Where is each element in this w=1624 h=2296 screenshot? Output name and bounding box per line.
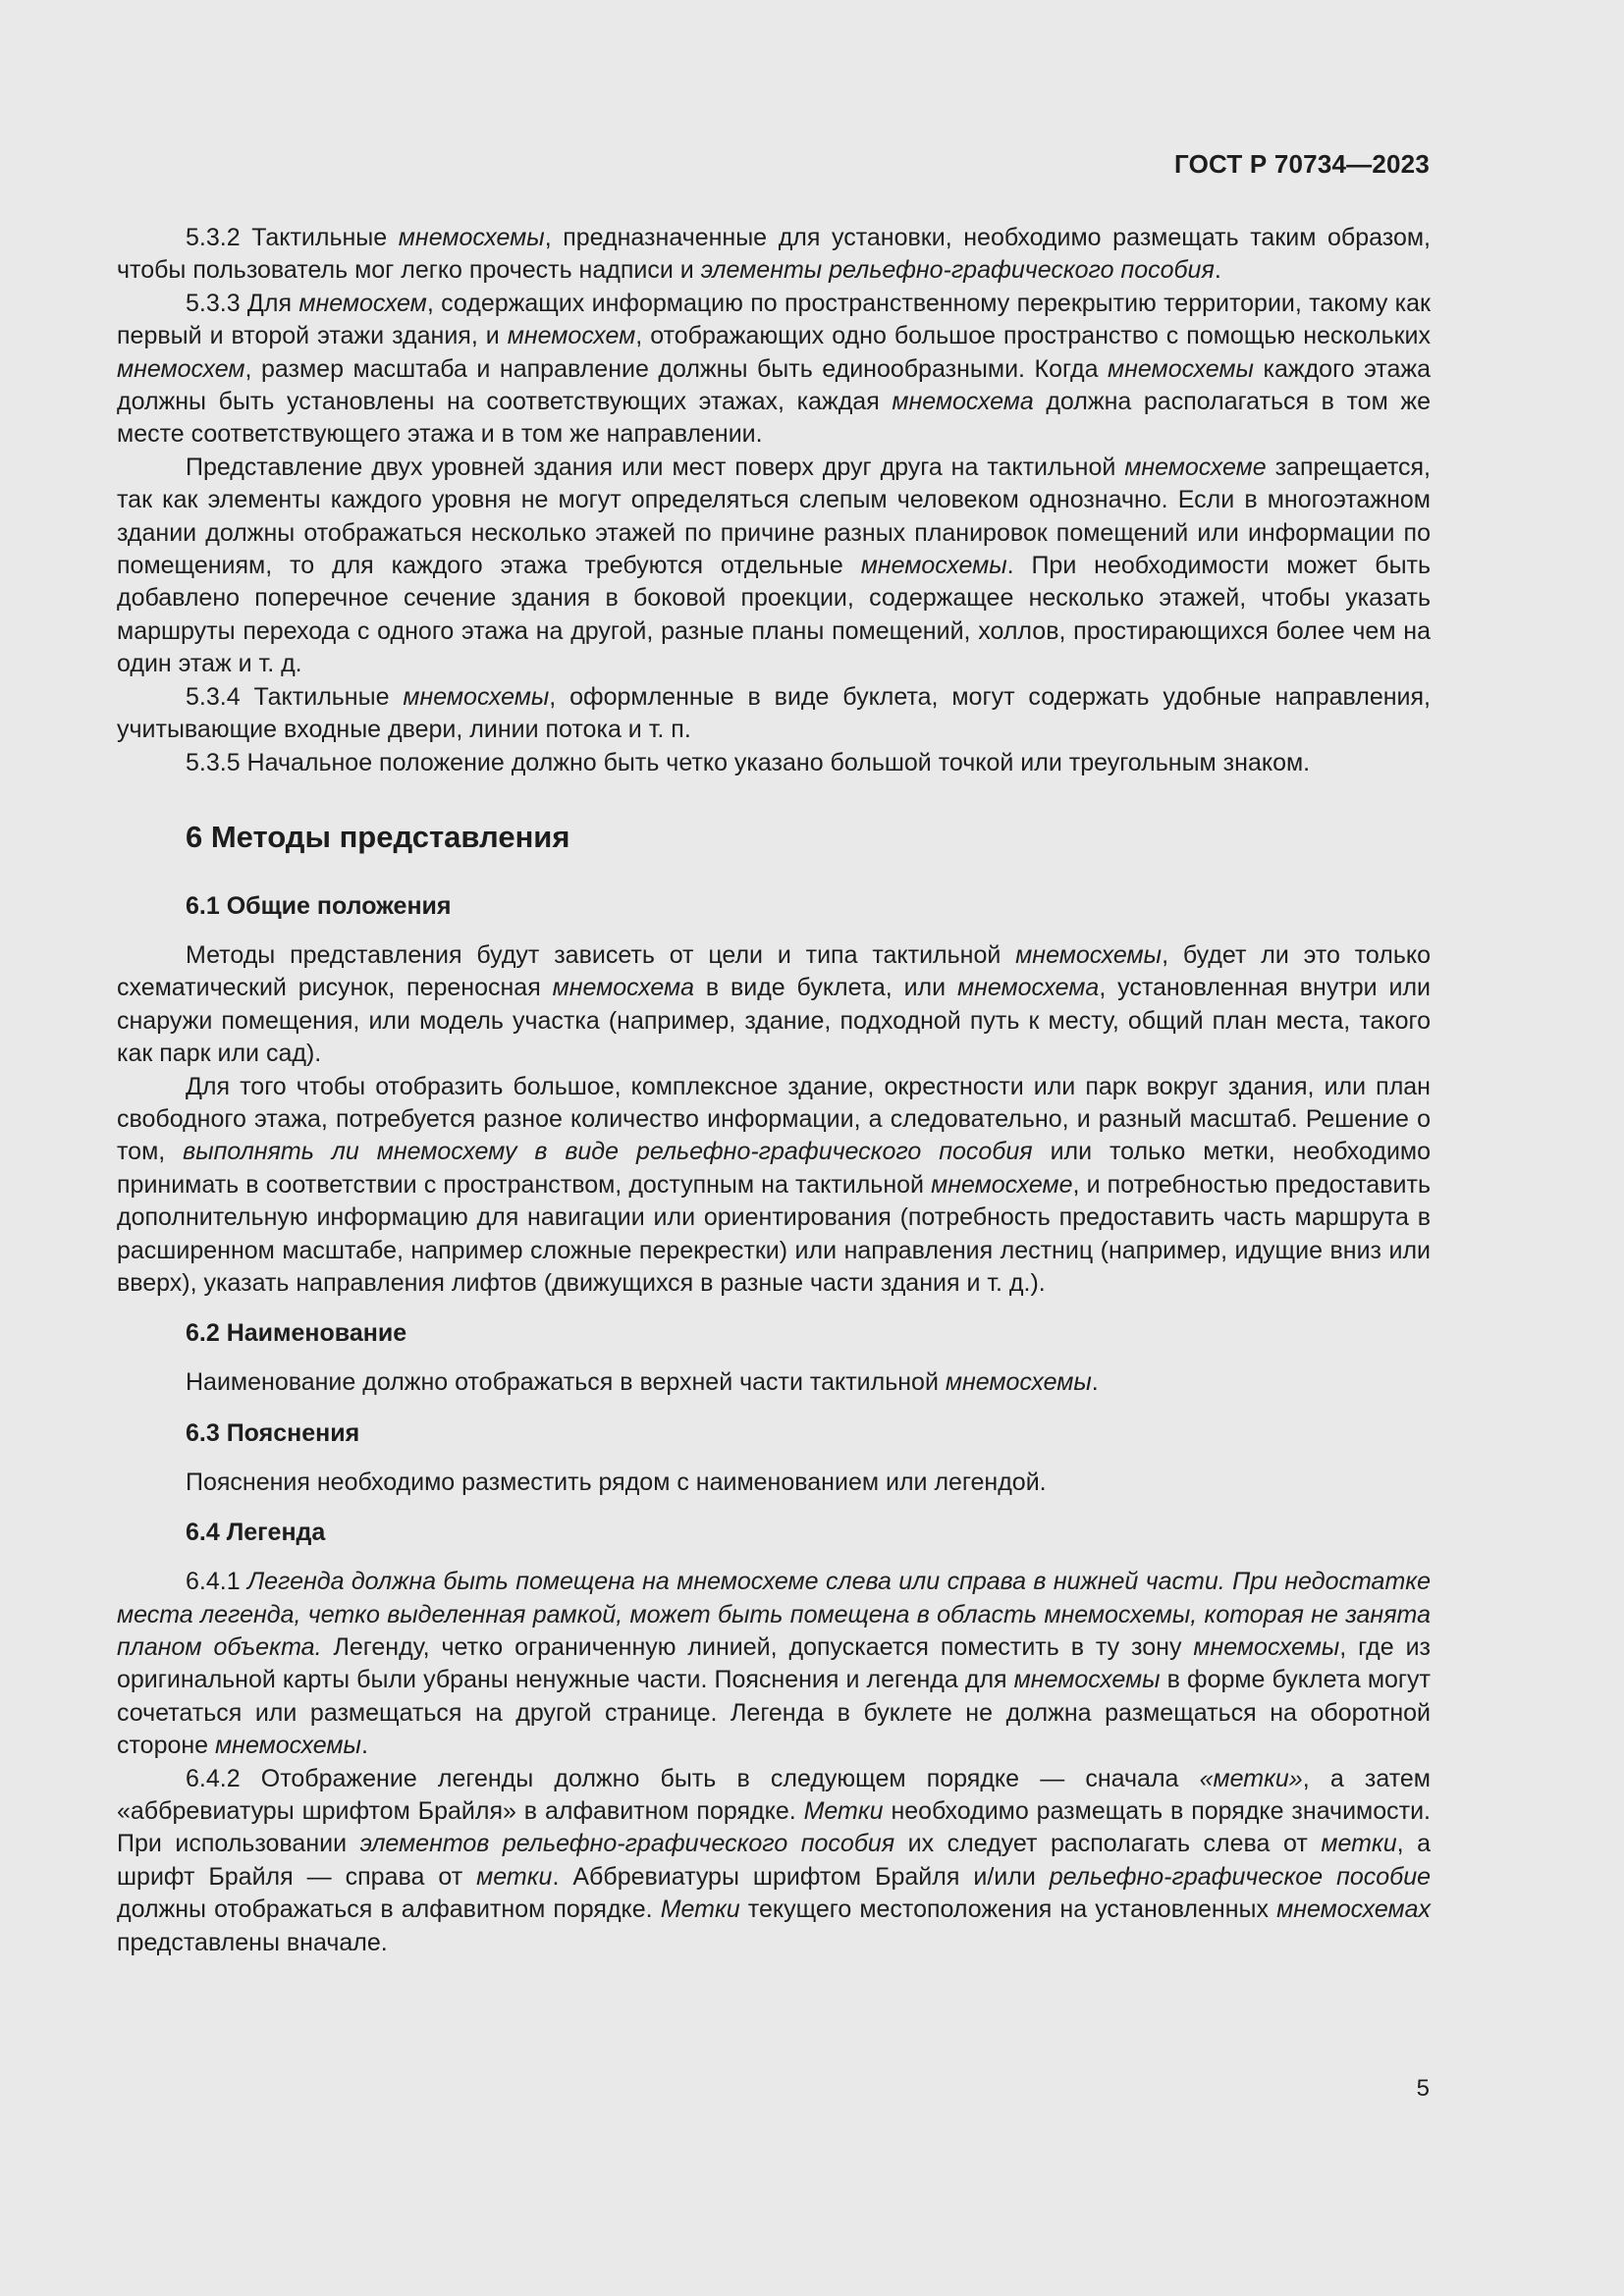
paragraph: 5.3.4 Тактильные мнемосхемы, оформленные в виде буклета, могут содержать удобные направления, учитывающие входные двери, линии потока и т. п. — [117, 682, 1431, 744]
page-number: 5 — [1416, 2075, 1430, 2102]
paragraph: Наименование должно отображаться в верхней части тактильной мнемосхемы. — [186, 1368, 1099, 1397]
subsection-6-2-title: 6.2 Наименование — [186, 1319, 407, 1348]
subsection-6-4-title: 6.4 Легенда — [186, 1519, 326, 1547]
subsection-6-1-title: 6.1 Общие положения — [186, 891, 452, 920]
paragraph: 6.4.2 Отображение легенды должно быть в следующем порядке — сначала «метки», а затем «аббревиатуры шрифтом Брайля» в алфавитном порядке. Метки необходимо размещать в порядке значимости. При использовании элементов рельефно-графического пособия их следует располагать слева от метки, а шрифт Брайля — справа от метки. Аббревиатуры шрифтом Брайля и/или рельефно-графическое пособие должны отображаться в алфавитном порядке. Метки текущего местоположения на установленных мнемосхемах представлены вначале. — [117, 1764, 1432, 1956]
section-6-title: 6 Методы представления — [186, 819, 570, 854]
paragraph: 5.3.5 Начальное положение должно быть четко указано большой точкой или треугольным знаком. — [186, 748, 1311, 776]
section-5-tail — [117, 222, 1431, 779]
paragraph: Методы представления будут зависеть от цели и типа тактильной мнемосхемы, будет ли это только схематический рисунок, переносная мнемосхема в виде буклета, или мнемосхема, установленная внутри или снаружи помещения, или модель участка (например, здание, подходной путь к месту, общий план места, такого как парк или сад). — [117, 940, 1432, 1068]
document-code: ГОСТ Р 70734—2023 — [1174, 149, 1430, 179]
paragraph: Представление двух уровней здания или мест поверх друг друга на тактильной мнемосхеме запрещается, так как элементы каждого уровня не могут определяться слепым человеком однозначно. Если в многоэтажном здании должны отображаться несколько этажей по причине разных планировок помещений или информации по помещениям, то для каждого этажа требуются отдельные мнемосхемы. При необходимости может быть добавлено поперечное сечение здания в боковой проекции, содержащее несколько этажей, чтобы указать маршруты перехода с одного этажа на другой, разные планы помещений, холлов, простирающихся более чем на один этаж и т. д. — [117, 453, 1432, 678]
paragraph: 5.3.3 Для мнемосхем, содержащих информацию по пространственному перекрытию территории, такому как первый и второй этажи здания, и мнемосхем, отображающих одно большое пространство с помощью нескольких мнемосхем, размер масштаба и направление должны быть единообразными. Когда мнемосхемы каждого этажа должны быть установлены на соответствующих этажах, каждая мнемосхема должна располагаться в том же месте соответствующего этажа и в том же направлении. — [117, 289, 1431, 449]
paragraph: Для того чтобы отобразить большое, комплексное здание, окрестности или парк вокруг здания, или план свободного этажа, потребуется разное количество информации, а следовательно, и разный масштаб. Решение о том, выполнять ли мнемосхему в виде рельефно-графического пособия или только метки, необходимо принимать в соответствии с пространством, доступным на тактильной мнемосхеме, и потребностью предоставить дополнительную информацию для навигации или ориентирования (потребность предоставить часть маршрута в расширенном масштабе, например сложные перекрестки) или направления лестниц (например, идущие вниз или вверх), указать направления лифтов (движущихся в разные части здания и т. д.). — [117, 1072, 1431, 1297]
paragraph: 5.3.2 Тактильные мнемосхемы, предназначенные для установки, необходимо размещать таким образом, чтобы пользователь мог легко прочесть надписи и элементы рельефно-графического пособия. — [117, 224, 1431, 285]
subsection-6-3-body — [117, 1467, 1431, 1499]
paragraph: Пояснения необходимо разместить рядом с наименованием или легендой. — [186, 1468, 1047, 1496]
page-content — [117, 222, 1431, 1959]
subsection-6-3-title: 6.3 Пояснения — [186, 1418, 360, 1447]
subsection-6-4-body — [117, 1566, 1431, 1959]
subsection-6-1-body — [117, 939, 1431, 1300]
paragraph: 6.4.1 Легенда должна быть помещена на мнемосхеме слева или справа в нижней части. При недостатке места легенда, четко выделенная рамкой, может быть помещена в область мнемосхемы, которая не занята планом объекта. Легенду, четко ограниченную линией, допускается поместить в ту зону мнемосхемы, где из оригинальной карты были убраны ненужные части. Пояснения и легенда для мнемосхемы в форме буклета могут сочетаться или размещаться на другой странице. Легенда в буклете не должна размещаться на оборотной стороне мнемосхемы. — [117, 1568, 1431, 1760]
subsection-6-2-body — [117, 1366, 1431, 1399]
